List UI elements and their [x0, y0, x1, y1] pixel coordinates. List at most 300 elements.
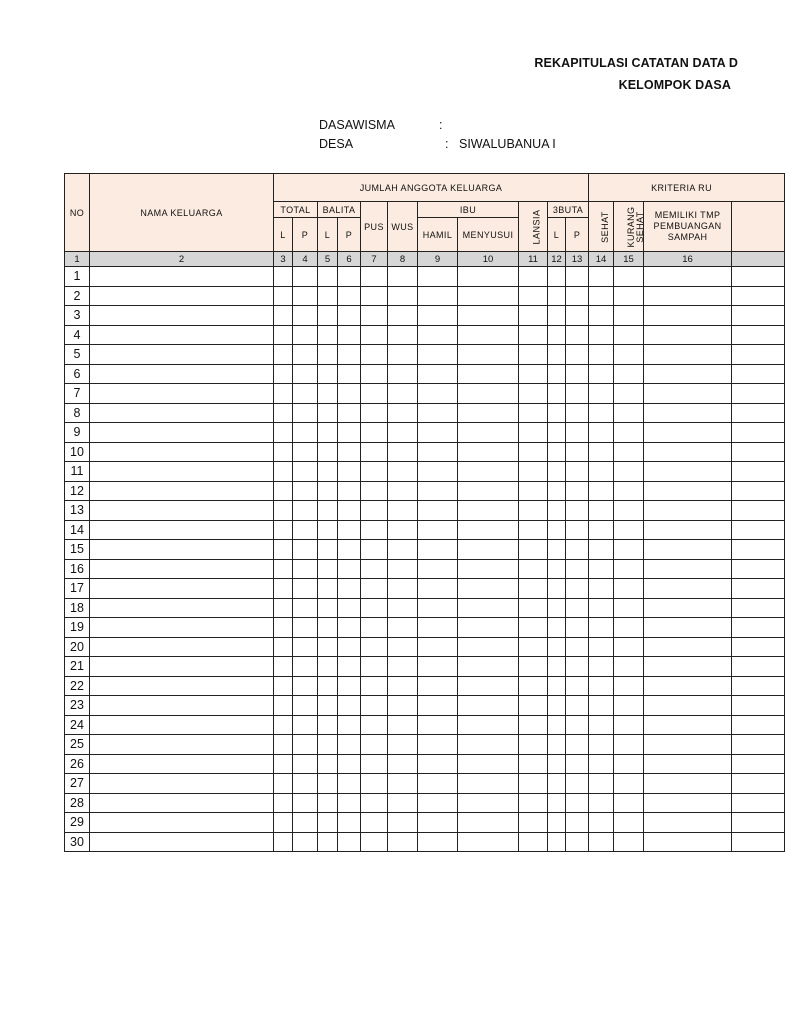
table-cell[interactable] [318, 384, 338, 404]
table-cell[interactable] [732, 618, 785, 638]
table-cell[interactable] [388, 442, 418, 462]
table-cell[interactable] [644, 325, 732, 345]
table-cell[interactable] [361, 754, 388, 774]
table-cell[interactable] [293, 267, 318, 287]
table-cell[interactable] [338, 832, 361, 852]
table-cell[interactable] [458, 462, 519, 482]
table-cell[interactable] [732, 267, 785, 287]
table-cell[interactable] [589, 462, 614, 482]
table-cell[interactable] [566, 579, 589, 599]
table-cell[interactable] [418, 520, 458, 540]
table-cell[interactable] [732, 559, 785, 579]
table-cell[interactable] [338, 559, 361, 579]
table-cell[interactable] [566, 384, 589, 404]
table-cell[interactable] [388, 637, 418, 657]
table-cell[interactable] [458, 442, 519, 462]
table-cell[interactable] [388, 696, 418, 716]
table-cell[interactable] [644, 676, 732, 696]
table-cell[interactable] [418, 442, 458, 462]
table-cell[interactable] [388, 676, 418, 696]
table-cell[interactable] [458, 715, 519, 735]
table-cell[interactable] [614, 832, 644, 852]
table-cell[interactable] [644, 598, 732, 618]
table-cell[interactable] [361, 735, 388, 755]
table-cell[interactable] [418, 559, 458, 579]
table-cell[interactable] [548, 384, 566, 404]
table-cell[interactable] [418, 306, 458, 326]
table-cell[interactable] [293, 559, 318, 579]
table-cell[interactable] [388, 559, 418, 579]
table-cell[interactable] [338, 501, 361, 521]
table-cell[interactable] [388, 715, 418, 735]
table-cell[interactable] [418, 325, 458, 345]
table-cell[interactable] [361, 345, 388, 365]
table-cell[interactable] [90, 579, 274, 599]
table-cell[interactable] [418, 501, 458, 521]
table-cell[interactable] [388, 481, 418, 501]
table-cell[interactable] [519, 735, 548, 755]
table-cell[interactable] [274, 267, 293, 287]
table-cell[interactable] [338, 793, 361, 813]
table-cell[interactable] [318, 637, 338, 657]
table-cell[interactable] [361, 501, 388, 521]
table-cell[interactable] [589, 345, 614, 365]
table-cell[interactable] [732, 540, 785, 560]
table-cell[interactable] [318, 520, 338, 540]
table-cell[interactable] [293, 364, 318, 384]
table-cell[interactable] [548, 423, 566, 443]
table-cell[interactable] [338, 345, 361, 365]
table-cell[interactable] [318, 559, 338, 579]
table-cell[interactable] [519, 579, 548, 599]
table-cell[interactable] [388, 462, 418, 482]
table-cell[interactable] [644, 579, 732, 599]
table-cell[interactable] [589, 774, 614, 794]
table-cell[interactable] [274, 540, 293, 560]
table-cell[interactable] [519, 286, 548, 306]
table-cell[interactable] [274, 286, 293, 306]
table-cell[interactable] [519, 306, 548, 326]
table-cell[interactable] [566, 715, 589, 735]
table-cell[interactable] [614, 423, 644, 443]
table-cell[interactable] [388, 364, 418, 384]
table-cell[interactable] [361, 696, 388, 716]
table-cell[interactable] [644, 501, 732, 521]
table-cell[interactable] [614, 657, 644, 677]
table-cell[interactable] [644, 364, 732, 384]
table-cell[interactable] [418, 793, 458, 813]
table-cell[interactable] [614, 637, 644, 657]
table-cell[interactable] [361, 774, 388, 794]
table-cell[interactable] [418, 598, 458, 618]
table-cell[interactable] [361, 657, 388, 677]
table-cell[interactable] [90, 618, 274, 638]
table-cell[interactable] [90, 676, 274, 696]
table-cell[interactable] [519, 462, 548, 482]
table-cell[interactable] [614, 325, 644, 345]
table-cell[interactable] [589, 501, 614, 521]
table-cell[interactable] [458, 793, 519, 813]
table-cell[interactable] [614, 813, 644, 833]
table-cell[interactable] [418, 384, 458, 404]
table-cell[interactable] [274, 832, 293, 852]
table-cell[interactable] [293, 286, 318, 306]
table-cell[interactable] [548, 735, 566, 755]
table-cell[interactable] [418, 403, 458, 423]
table-cell[interactable] [418, 735, 458, 755]
table-cell[interactable] [732, 364, 785, 384]
table-cell[interactable] [90, 832, 274, 852]
table-cell[interactable] [293, 793, 318, 813]
table-cell[interactable] [90, 559, 274, 579]
table-cell[interactable] [318, 579, 338, 599]
table-cell[interactable] [732, 384, 785, 404]
table-cell[interactable] [338, 774, 361, 794]
table-cell[interactable] [548, 364, 566, 384]
table-cell[interactable] [90, 267, 274, 287]
table-cell[interactable] [361, 364, 388, 384]
table-cell[interactable] [274, 676, 293, 696]
table-cell[interactable] [519, 442, 548, 462]
table-cell[interactable] [548, 715, 566, 735]
table-cell[interactable] [589, 364, 614, 384]
table-cell[interactable] [566, 403, 589, 423]
table-cell[interactable] [519, 774, 548, 794]
table-cell[interactable] [274, 637, 293, 657]
table-cell[interactable] [548, 462, 566, 482]
table-cell[interactable] [338, 520, 361, 540]
table-cell[interactable] [614, 364, 644, 384]
table-cell[interactable] [519, 813, 548, 833]
table-cell[interactable] [361, 462, 388, 482]
table-cell[interactable] [274, 618, 293, 638]
table-cell[interactable] [293, 676, 318, 696]
table-cell[interactable] [614, 598, 644, 618]
table-cell[interactable] [566, 832, 589, 852]
table-cell[interactable] [519, 793, 548, 813]
table-cell[interactable] [614, 715, 644, 735]
table-cell[interactable] [548, 559, 566, 579]
table-cell[interactable] [732, 598, 785, 618]
table-cell[interactable] [361, 520, 388, 540]
table-cell[interactable] [548, 403, 566, 423]
table-cell[interactable] [548, 481, 566, 501]
table-cell[interactable] [566, 735, 589, 755]
table-cell[interactable] [614, 754, 644, 774]
table-cell[interactable] [90, 598, 274, 618]
table-cell[interactable] [732, 462, 785, 482]
table-cell[interactable] [566, 501, 589, 521]
table-cell[interactable] [644, 715, 732, 735]
table-cell[interactable] [519, 598, 548, 618]
table-cell[interactable] [589, 696, 614, 716]
table-cell[interactable] [458, 384, 519, 404]
table-cell[interactable] [566, 657, 589, 677]
table-cell[interactable] [589, 403, 614, 423]
table-cell[interactable] [388, 598, 418, 618]
table-cell[interactable] [274, 423, 293, 443]
table-cell[interactable] [589, 618, 614, 638]
table-cell[interactable] [388, 325, 418, 345]
table-cell[interactable] [318, 715, 338, 735]
table-cell[interactable] [274, 559, 293, 579]
table-cell[interactable] [548, 676, 566, 696]
table-cell[interactable] [274, 306, 293, 326]
table-cell[interactable] [614, 345, 644, 365]
table-cell[interactable] [361, 481, 388, 501]
table-cell[interactable] [614, 462, 644, 482]
table-cell[interactable] [732, 696, 785, 716]
table-cell[interactable] [418, 423, 458, 443]
table-cell[interactable] [566, 637, 589, 657]
table-cell[interactable] [589, 637, 614, 657]
table-cell[interactable] [566, 676, 589, 696]
table-cell[interactable] [519, 618, 548, 638]
table-cell[interactable] [732, 286, 785, 306]
table-cell[interactable] [274, 501, 293, 521]
table-cell[interactable] [566, 286, 589, 306]
table-cell[interactable] [318, 696, 338, 716]
table-cell[interactable] [644, 520, 732, 540]
table-cell[interactable] [388, 774, 418, 794]
table-cell[interactable] [644, 540, 732, 560]
table-cell[interactable] [388, 403, 418, 423]
table-cell[interactable] [318, 754, 338, 774]
table-cell[interactable] [338, 579, 361, 599]
table-cell[interactable] [458, 696, 519, 716]
table-cell[interactable] [90, 384, 274, 404]
table-cell[interactable] [338, 364, 361, 384]
table-cell[interactable] [418, 579, 458, 599]
table-cell[interactable] [614, 286, 644, 306]
table-cell[interactable] [293, 696, 318, 716]
table-cell[interactable] [614, 403, 644, 423]
table-cell[interactable] [566, 345, 589, 365]
table-cell[interactable] [293, 754, 318, 774]
table-cell[interactable] [548, 754, 566, 774]
table-cell[interactable] [418, 618, 458, 638]
table-cell[interactable] [519, 501, 548, 521]
table-cell[interactable] [361, 384, 388, 404]
table-cell[interactable] [519, 715, 548, 735]
table-cell[interactable] [318, 540, 338, 560]
table-cell[interactable] [418, 345, 458, 365]
table-cell[interactable] [293, 637, 318, 657]
table-cell[interactable] [519, 384, 548, 404]
table-cell[interactable] [614, 501, 644, 521]
table-cell[interactable] [274, 657, 293, 677]
table-cell[interactable] [90, 637, 274, 657]
table-cell[interactable] [548, 345, 566, 365]
table-cell[interactable] [361, 325, 388, 345]
table-cell[interactable] [361, 618, 388, 638]
table-cell[interactable] [566, 462, 589, 482]
table-cell[interactable] [548, 306, 566, 326]
table-cell[interactable] [519, 423, 548, 443]
table-cell[interactable] [519, 403, 548, 423]
table-cell[interactable] [338, 754, 361, 774]
table-cell[interactable] [90, 754, 274, 774]
table-cell[interactable] [274, 481, 293, 501]
table-cell[interactable] [614, 676, 644, 696]
table-cell[interactable] [519, 325, 548, 345]
table-cell[interactable] [293, 657, 318, 677]
table-cell[interactable] [589, 735, 614, 755]
table-cell[interactable] [566, 423, 589, 443]
table-cell[interactable] [418, 774, 458, 794]
table-cell[interactable] [519, 345, 548, 365]
table-cell[interactable] [589, 423, 614, 443]
table-cell[interactable] [458, 579, 519, 599]
table-cell[interactable] [274, 793, 293, 813]
table-cell[interactable] [90, 774, 274, 794]
table-cell[interactable] [338, 384, 361, 404]
table-cell[interactable] [458, 345, 519, 365]
table-cell[interactable] [732, 676, 785, 696]
table-cell[interactable] [90, 520, 274, 540]
table-cell[interactable] [589, 754, 614, 774]
table-cell[interactable] [318, 462, 338, 482]
table-cell[interactable] [318, 306, 338, 326]
table-cell[interactable] [644, 286, 732, 306]
table-cell[interactable] [274, 754, 293, 774]
table-cell[interactable] [732, 715, 785, 735]
table-cell[interactable] [338, 598, 361, 618]
table-cell[interactable] [361, 579, 388, 599]
table-cell[interactable] [548, 813, 566, 833]
table-cell[interactable] [519, 364, 548, 384]
table-cell[interactable] [458, 735, 519, 755]
table-cell[interactable] [589, 715, 614, 735]
table-cell[interactable] [644, 696, 732, 716]
table-cell[interactable] [614, 618, 644, 638]
table-cell[interactable] [566, 442, 589, 462]
table-cell[interactable] [293, 306, 318, 326]
table-cell[interactable] [318, 832, 338, 852]
table-cell[interactable] [732, 813, 785, 833]
table-cell[interactable] [644, 345, 732, 365]
table-cell[interactable] [732, 793, 785, 813]
table-cell[interactable] [418, 267, 458, 287]
table-cell[interactable] [293, 325, 318, 345]
table-cell[interactable] [458, 267, 519, 287]
table-cell[interactable] [361, 715, 388, 735]
table-cell[interactable] [614, 559, 644, 579]
table-cell[interactable] [589, 657, 614, 677]
table-cell[interactable] [293, 520, 318, 540]
table-cell[interactable] [388, 832, 418, 852]
table-cell[interactable] [644, 442, 732, 462]
table-cell[interactable] [614, 442, 644, 462]
table-cell[interactable] [318, 501, 338, 521]
table-cell[interactable] [644, 793, 732, 813]
table-cell[interactable] [388, 423, 418, 443]
table-cell[interactable] [274, 774, 293, 794]
table-cell[interactable] [90, 462, 274, 482]
table-cell[interactable] [732, 637, 785, 657]
table-cell[interactable] [589, 384, 614, 404]
table-cell[interactable] [338, 462, 361, 482]
table-cell[interactable] [589, 325, 614, 345]
table-cell[interactable] [361, 286, 388, 306]
table-cell[interactable] [458, 754, 519, 774]
table-cell[interactable] [338, 325, 361, 345]
table-cell[interactable] [614, 267, 644, 287]
table-cell[interactable] [293, 423, 318, 443]
table-cell[interactable] [338, 618, 361, 638]
table-cell[interactable] [388, 540, 418, 560]
table-cell[interactable] [388, 345, 418, 365]
table-cell[interactable] [732, 501, 785, 521]
table-cell[interactable] [566, 325, 589, 345]
table-cell[interactable] [548, 579, 566, 599]
table-cell[interactable] [566, 520, 589, 540]
table-cell[interactable] [589, 286, 614, 306]
table-cell[interactable] [644, 637, 732, 657]
table-cell[interactable] [519, 520, 548, 540]
table-cell[interactable] [388, 267, 418, 287]
table-cell[interactable] [519, 559, 548, 579]
table-cell[interactable] [458, 832, 519, 852]
table-cell[interactable] [338, 423, 361, 443]
table-cell[interactable] [274, 345, 293, 365]
table-cell[interactable] [548, 267, 566, 287]
table-cell[interactable] [644, 462, 732, 482]
table-cell[interactable] [519, 754, 548, 774]
table-cell[interactable] [90, 325, 274, 345]
table-cell[interactable] [548, 286, 566, 306]
table-cell[interactable] [614, 540, 644, 560]
table-cell[interactable] [458, 540, 519, 560]
table-cell[interactable] [732, 423, 785, 443]
table-cell[interactable] [90, 715, 274, 735]
table-cell[interactable] [458, 423, 519, 443]
table-cell[interactable] [458, 657, 519, 677]
table-cell[interactable] [519, 540, 548, 560]
table-cell[interactable] [361, 540, 388, 560]
table-cell[interactable] [589, 267, 614, 287]
table-cell[interactable] [589, 832, 614, 852]
table-cell[interactable] [732, 774, 785, 794]
table-cell[interactable] [566, 364, 589, 384]
table-cell[interactable] [338, 286, 361, 306]
table-cell[interactable] [458, 501, 519, 521]
table-cell[interactable] [338, 676, 361, 696]
table-cell[interactable] [589, 676, 614, 696]
table-cell[interactable] [338, 267, 361, 287]
table-cell[interactable] [589, 442, 614, 462]
table-cell[interactable] [644, 481, 732, 501]
table-cell[interactable] [274, 462, 293, 482]
table-cell[interactable] [548, 832, 566, 852]
table-cell[interactable] [418, 540, 458, 560]
table-cell[interactable] [318, 735, 338, 755]
table-cell[interactable] [644, 735, 732, 755]
table-cell[interactable] [338, 637, 361, 657]
table-cell[interactable] [418, 754, 458, 774]
table-cell[interactable] [361, 676, 388, 696]
table-cell[interactable] [548, 657, 566, 677]
table-cell[interactable] [566, 696, 589, 716]
table-cell[interactable] [274, 579, 293, 599]
table-cell[interactable] [318, 676, 338, 696]
table-cell[interactable] [548, 696, 566, 716]
table-cell[interactable] [388, 384, 418, 404]
table-cell[interactable] [519, 481, 548, 501]
table-cell[interactable] [519, 657, 548, 677]
table-cell[interactable] [566, 481, 589, 501]
table-cell[interactable] [90, 813, 274, 833]
